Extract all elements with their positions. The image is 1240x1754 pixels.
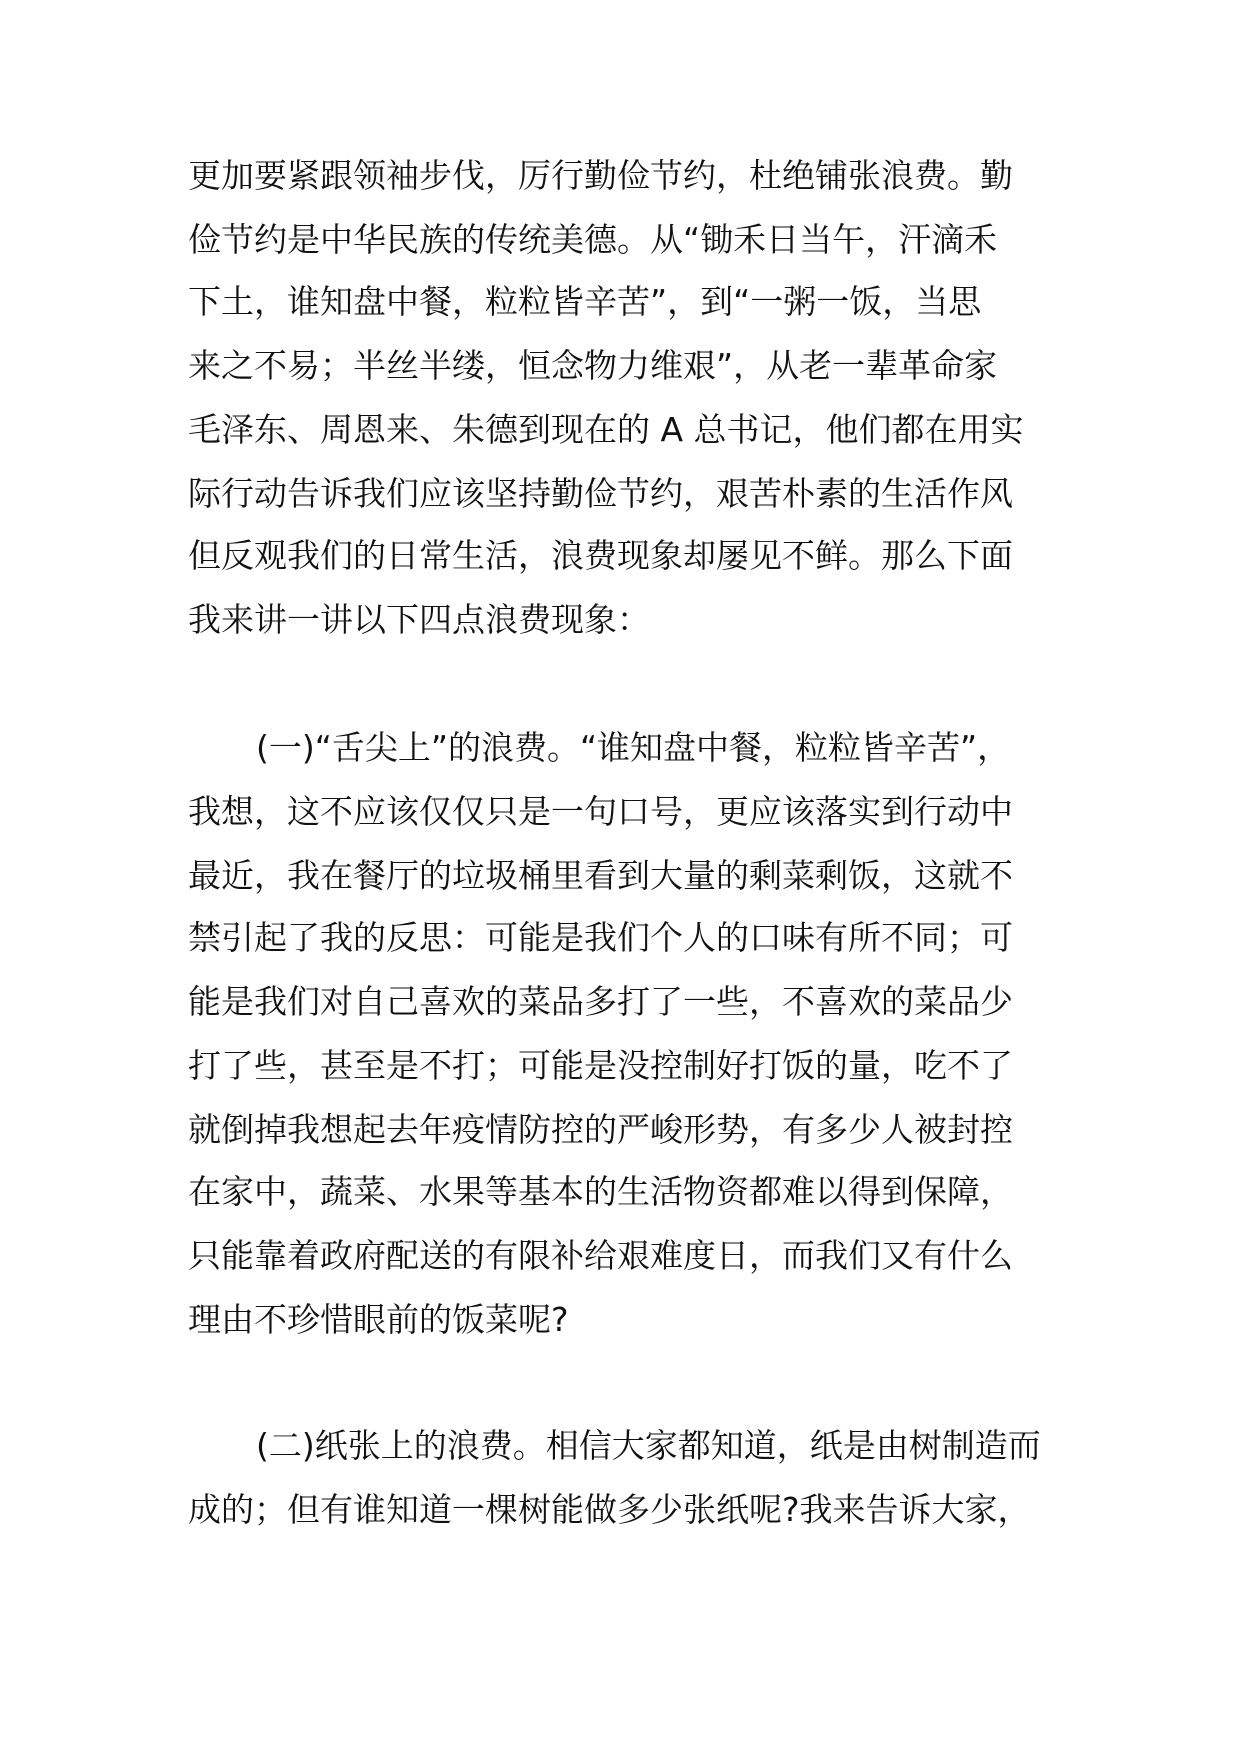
text-line: 际行动告诉我们应该坚持勤俭节约，艰苦朴素的生活作风 <box>188 474 1013 513</box>
text-line: 我想，这不应该仅仅只是一句口号，更应该落实到行动中 <box>188 792 1013 831</box>
text-line: 来之不易；半丝半缕，恒念物力维艰”，从老一辈革命家 <box>188 346 998 385</box>
text-line: 理由不珍惜眼前的饭菜呢? <box>188 1300 569 1339</box>
text-line: 下土，谁知盘中餐，粒粒皆辛苦”，到“一粥一饭，当思 <box>188 282 982 321</box>
text-line: 俭节约是中华民族的传统美德。从“锄禾日当午，汗滴禾 <box>188 220 998 259</box>
text-line: 只能靠着政府配送的有限补给艰难度日，而我们又有什么 <box>188 1236 1013 1275</box>
paragraph-heading-2: (二)纸张上的浪费。相信大家都知道，纸是由树制造而 <box>256 1426 1041 1465</box>
text-line: 毛泽东、周恩来、朱德到现在的 A 总书记，他们都在用实 <box>188 410 1024 449</box>
text-line: 最近，我在餐厅的垃圾桶里看到大量的剩菜剩饭，这就不 <box>188 856 1013 895</box>
text-line: 成的；但有谁知道一棵树能做多少张纸呢?我来告诉大家， <box>188 1490 1031 1529</box>
text-line: 就倒掉我想起去年疫情防控的严峻形势，有多少人被封控 <box>188 1110 1013 1149</box>
text-line: 能是我们对自己喜欢的菜品多打了一些，不喜欢的菜品少 <box>188 982 1013 1021</box>
text-line: 但反观我们的日常生活，浪费现象却屡见不鲜。那么下面 <box>188 536 1013 575</box>
text-line: 打了些，甚至是不打；可能是没控制好打饭的量，吃不了 <box>188 1046 1013 1085</box>
text-line: 禁引起了我的反思：可能是我们个人的口味有所不同；可 <box>188 918 1013 957</box>
text-line: 在家中，蔬菜、水果等基本的生活物资都难以得到保障， <box>188 1172 1013 1211</box>
paragraph-heading-1: (一)“舌尖上”的浪费。“谁知盘中餐，粒粒皆辛苦”， <box>256 728 1011 767</box>
text-line: 更加要紧跟领袖步伐，厉行勤俭节约，杜绝铺张浪费。勤 <box>188 156 1013 195</box>
text-line: 我来讲一讲以下四点浪费现象： <box>188 600 650 639</box>
